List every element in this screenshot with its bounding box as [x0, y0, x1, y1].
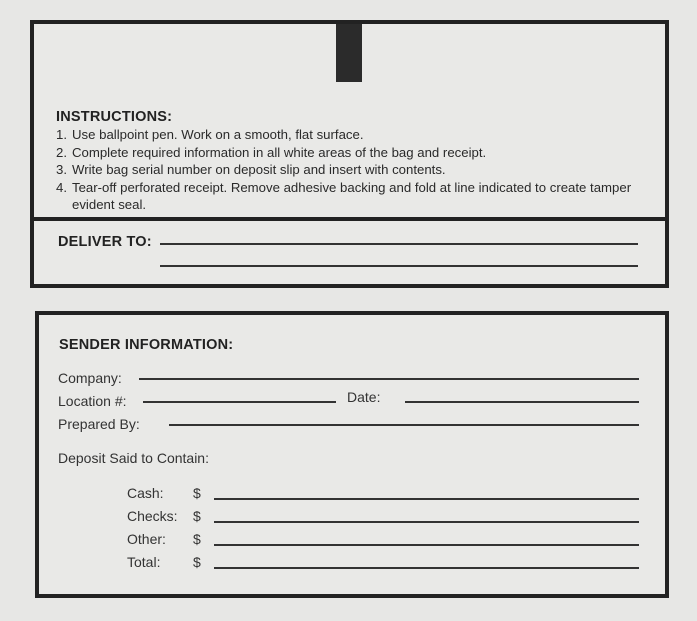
instruction-text: Use ballpoint pen. Work on a smooth, flat surface. [72, 127, 364, 142]
date-field[interactable] [405, 401, 639, 403]
other-field[interactable] [214, 544, 639, 546]
instruction-number: 1. [56, 127, 67, 142]
location-label: Location #: [58, 393, 127, 409]
instruction-item [56, 179, 646, 214]
instruction-text: Tear-off perforated receipt. Remove adhesive backing and fold at line indicated to create tamper evident seal. [72, 179, 632, 212]
cash-label: Cash: [127, 485, 164, 501]
instructions-list [56, 126, 646, 214]
section-divider [34, 217, 665, 221]
instruction-number: 3. [56, 162, 67, 177]
deliver-to-line-1[interactable] [160, 243, 638, 245]
checks-label: Checks: [127, 508, 178, 524]
checks-currency: $ [193, 508, 201, 524]
company-label: Company: [58, 370, 122, 386]
deliver-to-label: DELIVER TO: [58, 234, 152, 250]
total-label: Total: [127, 554, 161, 570]
cash-currency: $ [193, 485, 201, 501]
instruction-item [56, 126, 646, 144]
sender-information-panel [35, 311, 669, 598]
instructions-heading: INSTRUCTIONS: [56, 109, 173, 125]
instruction-text: Complete required information in all white areas of the bag and receipt. [72, 144, 487, 160]
total-field[interactable] [214, 567, 639, 569]
deliver-to-line-2[interactable] [160, 265, 638, 267]
cash-field[interactable] [214, 498, 639, 500]
tear-tab [336, 24, 362, 82]
checks-field[interactable] [214, 521, 639, 523]
prepared-by-field[interactable] [169, 424, 639, 426]
total-currency: $ [193, 554, 201, 570]
instruction-item [56, 144, 646, 162]
other-label: Other: [127, 531, 166, 547]
instructions-panel [30, 20, 669, 288]
instruction-number: 2. [56, 144, 67, 160]
prepared-by-label: Prepared By: [58, 416, 140, 432]
date-label: Date: [347, 389, 381, 405]
sender-information-heading: SENDER INFORMATION: [59, 337, 234, 353]
instruction-number: 4. [56, 179, 67, 195]
deposit-contents-label: Deposit Said to Contain: [58, 450, 209, 466]
instruction-text: Write bag serial number on deposit slip and insert with contents. [72, 162, 446, 177]
location-field[interactable] [143, 401, 336, 403]
company-field[interactable] [139, 378, 639, 380]
instruction-item [56, 161, 646, 179]
other-currency: $ [193, 531, 201, 547]
